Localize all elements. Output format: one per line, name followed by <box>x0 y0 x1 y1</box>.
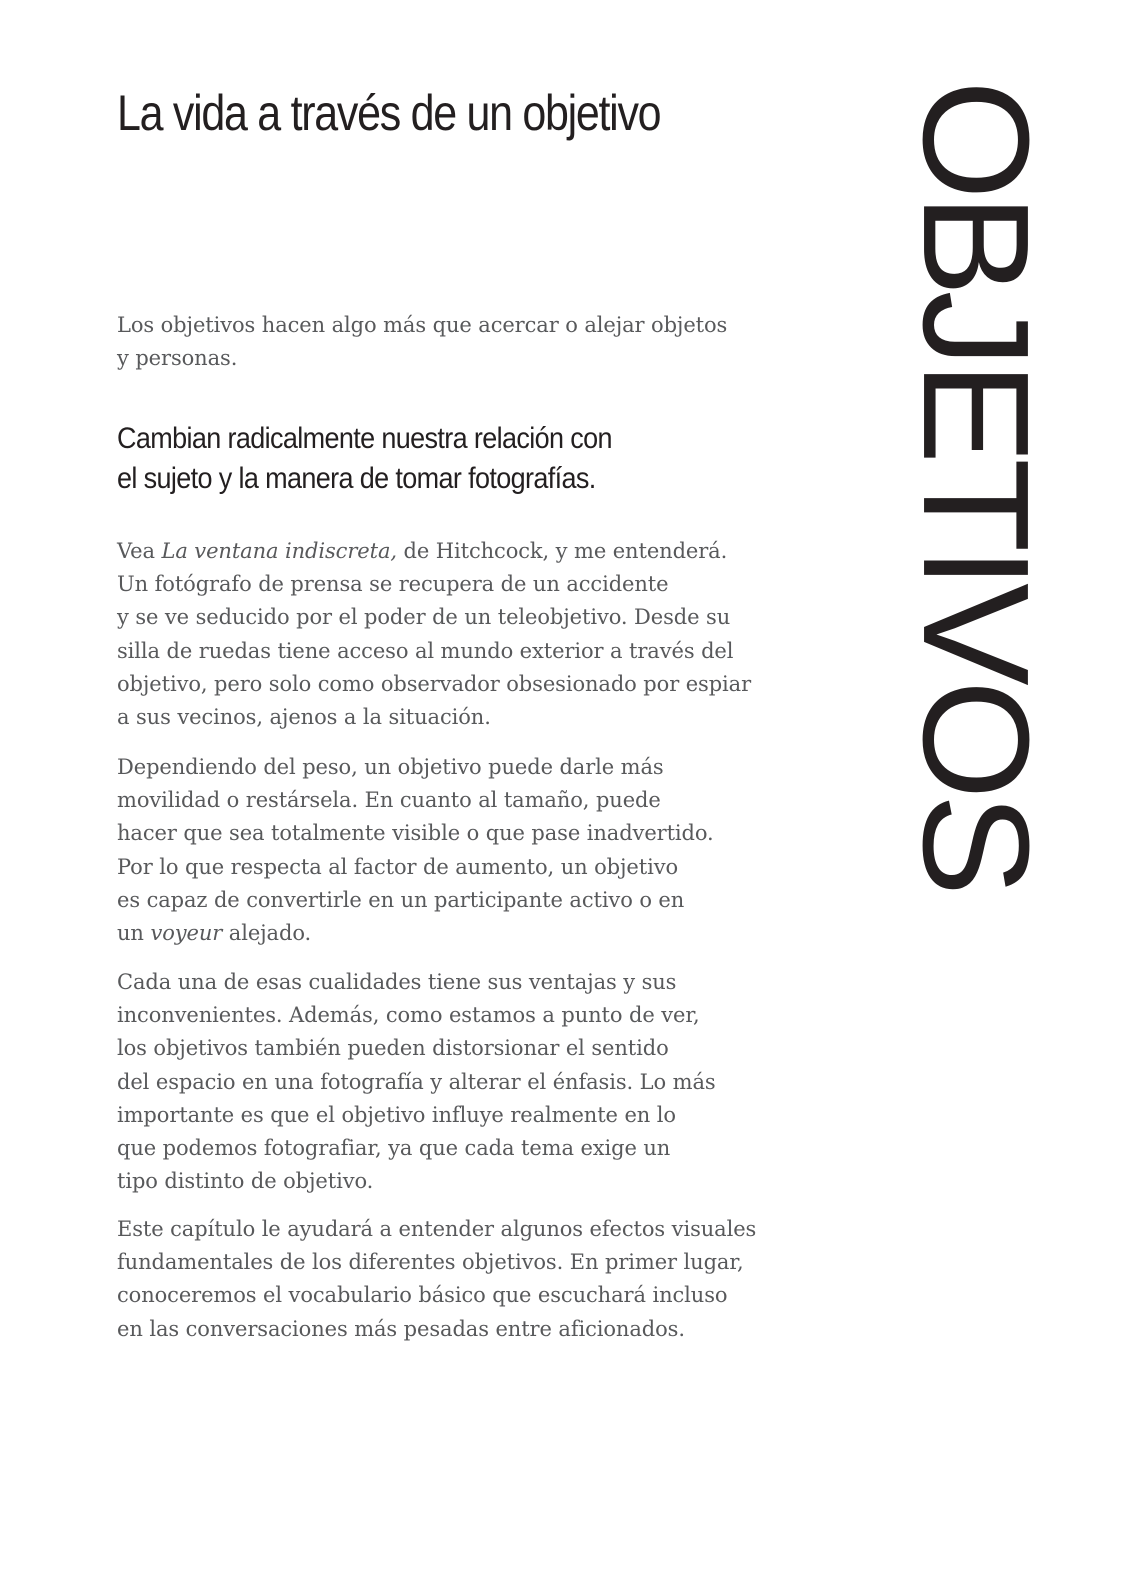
text-line: fundamentales de los diferentes objetivos. En primer lugar, <box>117 1250 744 1275</box>
text-line <box>117 535 807 568</box>
text-run: Vea <box>117 539 162 563</box>
text-line: que podemos fotografiar, ya que cada tema exige un <box>117 1136 671 1161</box>
paragraph-weight <box>117 751 807 950</box>
text-line: inconvenientes. Además, como estamos a punto de ver, <box>117 1003 700 1028</box>
text-line: silla de ruedas tiene acceso al mundo exterior a través del <box>117 638 734 663</box>
subheading <box>117 419 783 499</box>
text-line: tipo distinto de objetivo. <box>117 1169 374 1194</box>
intro-paragraph <box>117 309 807 375</box>
subheading-line: el sujeto y la manera de tomar fotografías. <box>117 462 596 495</box>
text-line: hacer que sea totalmente visible o que pase inadvertido. <box>117 821 714 846</box>
text-line: en las conversaciones más pesadas entre aficionados. <box>117 1316 685 1341</box>
italic-term: voyeur <box>150 921 223 946</box>
text-line: Un fotógrafo de prensa se recupera de un accidente <box>117 572 669 597</box>
text-line: Cada una de esas cualidades tiene sus ventajas y sus <box>117 970 677 994</box>
text-line: Dependiendo del peso, un objetivo puede darle más <box>117 755 664 779</box>
text-line: es capaz de convertirle en un participante activo o en <box>117 887 685 912</box>
text-line: los objetivos también pueden distorsionar el sentido <box>117 1036 669 1061</box>
text-line: del espacio en una fotografía y alterar el énfasis. Lo más <box>117 1069 716 1094</box>
side-title-wrap <box>891 80 1061 891</box>
text-line: a sus vecinos, ajenos a la situación. <box>117 705 491 730</box>
text-line: movilidad o restársela. En cuanto al tamaño, puede <box>117 788 661 813</box>
text-line: importante es que el objetivo influye realmente en lo <box>117 1102 676 1127</box>
text-run: alejado. <box>222 921 312 946</box>
text-run: de Hitchcock, y me entenderá. <box>396 539 728 563</box>
paragraph-chapter <box>117 1213 807 1346</box>
side-title <box>891 80 1061 891</box>
text-line: Los objetivos hacen algo más que acercar o alejar objetos <box>117 313 728 337</box>
text-line: y personas. <box>117 346 238 371</box>
text-line: objetivo, pero solo como observador obsesionado por espiar <box>117 671 752 696</box>
text-line: conoceremos el vocabulario básico que escuchará incluso <box>117 1283 728 1308</box>
text-run: un <box>117 921 151 946</box>
side-title-text: OBJETIVOS <box>891 80 1061 891</box>
page-title: La vida a través de un objetivo <box>117 85 661 141</box>
paragraph-qualities <box>117 966 807 1198</box>
text-line: Por lo que respecta al factor de aumento, un objetivo <box>117 854 679 879</box>
subheading-line: Cambian radicalmente nuestra relación con <box>117 422 612 455</box>
text-line: y se ve seducido por el poder de un teleobjetivo. Desde su <box>117 605 731 630</box>
text-line: Este capítulo le ayudará a entender algunos efectos visuales <box>117 1217 757 1241</box>
paragraph-hitchcock <box>117 535 807 734</box>
text-line <box>117 917 807 950</box>
film-title: La ventana indiscreta, <box>161 539 397 563</box>
